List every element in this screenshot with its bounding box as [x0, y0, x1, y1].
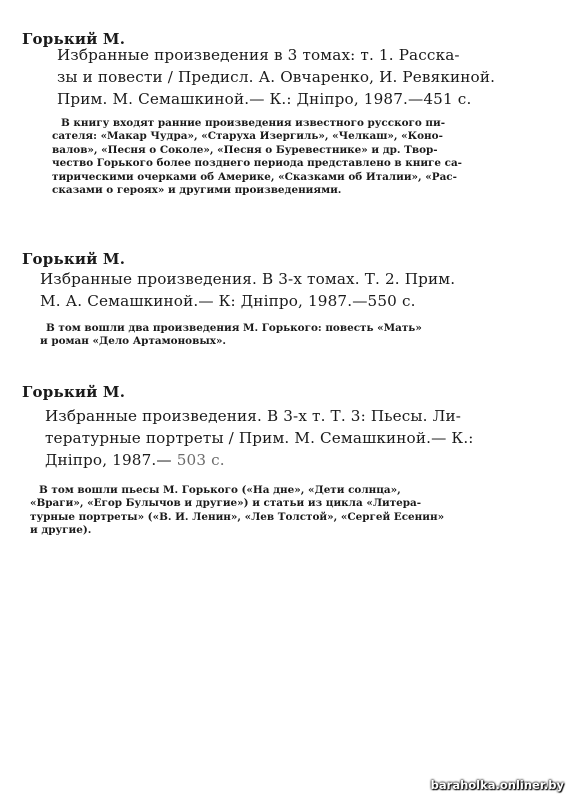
entry-3-citation-line: Избранные произведения. В 3-х т. Т. 3: Пьесы. Ли- — [45, 407, 462, 425]
entry-3-annotation-line: В том вошли пьесы М. Горького («На дне», «Дети солнца», — [39, 484, 401, 496]
entry-3-citation-line — [45, 449, 474, 471]
entry-1-annotation — [52, 117, 462, 197]
entry-1-annotation-line: сателя: «Макар Чудра», «Старуха Изергиль», «Челкаш», «Коно- — [52, 130, 443, 143]
entry-3-annotation-line: турные портреты» («В. И. Ленин», «Лев Толстой», «Сергей Есенин» — [30, 510, 445, 523]
entry-3-citation-line: тературные портреты / Прим. М. Семашкиной.— К.: — [45, 429, 474, 447]
entry-1-author: Горький М. — [22, 30, 126, 48]
entry-2-citation-line: Избранные произведения. В 3-х томах. Т. 2. Прим. — [40, 270, 456, 288]
entry-3-annotation-line: «Враги», «Егор Булычов и другие») и статьи из цикла «Литера- — [30, 497, 422, 510]
entry-3-annotation-line: и другие). — [30, 524, 92, 537]
entry-2-annotation-line: В том вошли два произведения М. Горького: повесть «Мать» — [46, 322, 422, 334]
entry-1-annotation-line: тирическими очерками об Америке, «Сказками об Италии», «Рас- — [52, 170, 457, 183]
entry-1-citation — [57, 44, 495, 110]
entry-3-citation — [45, 405, 474, 471]
entry-1-citation-line: зы и повести / Предисл. А. Овчаренко, И. Ревякиной. — [57, 68, 496, 86]
entry-2-citation — [40, 268, 455, 312]
entry-3-author: Горький М. — [22, 383, 126, 401]
entry-2-annotation-line: и роман «Дело Артамоновых». — [40, 335, 227, 348]
entry-2-annotation — [40, 322, 422, 349]
entry-1-annotation-line: чество Горького более позднего периода представлено в книге са- — [52, 157, 462, 170]
site-watermark: baraholka.onliner.by — [430, 778, 564, 792]
entry-1-citation-line: Прим. М. Семашкиной.— К.: Дніпро, 1987.—451 с. — [57, 90, 472, 108]
entry-1-annotation-line: сказами о героях» и другими произведениями. — [52, 184, 342, 197]
entry-3-citation-text: Дніпро, 1987.— — [45, 451, 177, 469]
entry-2-author: Горький М. — [22, 250, 126, 268]
entry-1-citation-line: Избранные произведения в 3 томах: т. 1. Расска- — [57, 46, 460, 64]
entry-3-annotation — [30, 484, 444, 538]
entry-1-annotation-line: В книгу входят ранние произведения известного русского пи- — [61, 117, 446, 129]
entry-1-annotation-line: валов», «Песня о Соколе», «Песня о Буревестнике» и др. Твор- — [52, 143, 438, 156]
entry-2-citation-line: М. А. Семашкиной.— К: Дніпро, 1987.—550 с. — [40, 292, 416, 310]
entry-3-page-count-faded: 503 с. — [176, 451, 225, 469]
